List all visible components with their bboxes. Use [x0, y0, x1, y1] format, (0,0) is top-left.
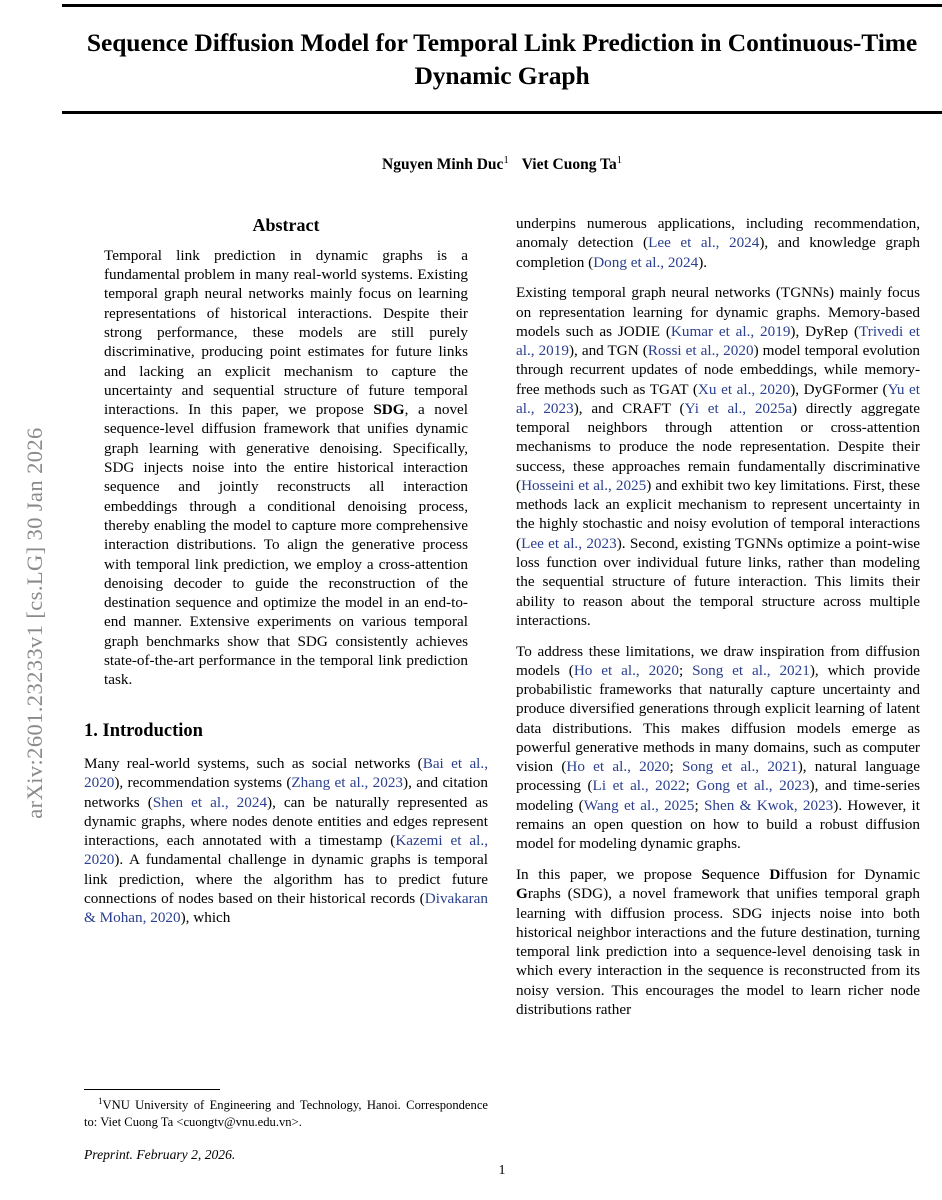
citation-shen-kwok-2023[interactable]: Shen & Kwok, 2023 — [703, 796, 834, 814]
author-name-1: Nguyen Minh Duc — [382, 156, 504, 174]
citation-song-2021-b[interactable]: Song et al., 2021 — [681, 758, 798, 776]
intro-p1-t3: ), and citation networks ( — [84, 774, 488, 811]
citation-dong-2024[interactable]: Dong et al., 2024 — [593, 253, 699, 271]
r-p2-t9: ). Second, existing TGNNs optimize a point-wise loss function over individual future links, rather than modeling the sequential structure of future interaction. This limits their ability to reason about the temporal structure across multiple interactions. — [516, 534, 920, 629]
preprint-notice: Preprint. February 2, 2026. — [84, 1146, 236, 1162]
abstract-body — [104, 246, 468, 690]
right-paragraph-1 — [516, 214, 920, 272]
r-p4-t3: iffusion for Dynamic — [780, 866, 920, 883]
r-p3-t3: ), natural language processing ( — [516, 758, 920, 795]
r-p2-t6: ), and CRAFT ( — [573, 399, 685, 417]
intro-p1-t6: ), which — [180, 909, 231, 927]
r-p4-t1: In this paper, we propose — [516, 866, 702, 883]
citation-rossi-2020[interactable]: Rossi et al., 2020 — [647, 342, 754, 360]
intro-paragraph-1 — [84, 754, 488, 927]
title-rule — [62, 111, 942, 114]
author-line — [62, 155, 942, 174]
abstract-heading: Abstract — [252, 215, 320, 235]
author-affil-1: 1 — [503, 155, 509, 166]
page-number: 1 — [498, 1163, 506, 1178]
r-p2-t5: ), DyGFormer ( — [790, 380, 888, 398]
citation-divakaran-mohan-2020[interactable]: Divakaran & Mohan, 2020 — [84, 889, 488, 927]
right-paragraph-2 — [516, 283, 920, 630]
citation-ho-2020-b[interactable]: Ho et al., 2020 — [566, 758, 670, 776]
top-rule — [62, 4, 942, 7]
right-paragraph-4 — [516, 865, 920, 1019]
r-p1-t2: ), and knowledge graph completion ( — [516, 234, 920, 271]
r-p3-t2: ), which provide probabilistic frameworks that naturally capture uncertainty and produce diversified generations through explicit learning of latent data distributions. This makes diffusion models emerge as powerful generative methods in many domains, such as computer vision ( — [516, 661, 920, 776]
r-p2-t1: Existing temporal graph neural networks (TGNNs) mainly focus on representation learning for dynamic graphs. Memory-based models such as JODIE ( — [516, 284, 920, 340]
citation-kumar-2019[interactable]: Kumar et al., 2019 — [670, 322, 791, 340]
citation-song-2021-a[interactable]: Song et al., 2021 — [692, 661, 810, 679]
arxiv-stamp: arXiv:2601.23233v1 [cs.LG] 30 Jan 2026 — [22, 427, 47, 819]
r-p2-t8: ) and exhibit two key limitations. First, these methods lack an explicit mechanism to represent uncertainty in the highly stochastic and noisy evolution of temporal interactions ( — [516, 476, 921, 552]
bold-letter-d: D — [769, 866, 781, 883]
citation-xu-2020[interactable]: Xu et al., 2020 — [697, 380, 791, 398]
bold-letter-g: G — [516, 885, 528, 903]
footnote-region — [84, 1089, 488, 1163]
r-p2-t3: ), and TGN ( — [568, 342, 648, 360]
footnote-text — [84, 1096, 488, 1130]
left-column — [84, 214, 488, 927]
paper-page — [62, 0, 942, 1200]
footnote-marker: 1 — [98, 1096, 103, 1107]
r-p3-sep3: ; — [685, 777, 697, 795]
citation-bai-2020[interactable]: Bai et al., 2020 — [84, 755, 488, 792]
intro-p1-t5: ). A fundamental challenge in dynamic graphs is temporal link prediction, where the algorithm has to predict future connections of nodes based on their historical records ( — [84, 851, 488, 907]
page-title: Sequence Diffusion Model for Temporal Link Prediction in Continuous-Time Dynamic Graph — [86, 28, 918, 91]
citation-ho-2020-a[interactable]: Ho et al., 2020 — [573, 661, 679, 679]
citation-shen-2024[interactable]: Shen et al., 2024 — [152, 793, 268, 811]
citation-wang-2025[interactable]: Wang et al., 2025 — [583, 796, 695, 814]
author-affil-2: 1 — [616, 155, 622, 166]
citation-yi-2025a[interactable]: Yi et al., 2025a — [684, 399, 792, 417]
abstract-bold-sdg: SDG — [373, 401, 405, 419]
r-p3-sep1: ; — [678, 661, 693, 679]
citation-zhang-2023[interactable]: Zhang et al., 2023 — [291, 774, 404, 792]
citation-li-2022[interactable]: Li et al., 2022 — [592, 777, 686, 795]
citation-lee-2023[interactable]: Lee et al., 2023 — [521, 534, 617, 552]
citation-trivedi-2019[interactable]: Trivedi et al., 2019 — [516, 322, 920, 360]
citation-lee-2024[interactable]: Lee et al., 2024 — [648, 234, 760, 252]
citation-hosseini-2025[interactable]: Hosseini et al., 2025 — [521, 476, 647, 494]
right-paragraph-3 — [516, 642, 920, 854]
bold-letter-s: S — [701, 866, 710, 883]
citation-gong-2023[interactable]: Gong et al., 2023 — [696, 777, 810, 795]
footnote-rule — [84, 1089, 220, 1090]
r-p3-t5: ). However, it remains an open question on how to build a robust diffusion model for modeling dynamic graphs. — [516, 796, 920, 853]
footnote-affiliation: VNU University of Engineering and Technology, Hanoi. Correspondence to: Viet Cuong Ta <cuongtv@vnu.edu.vn>. — [84, 1098, 488, 1129]
abstract-text-part2: , a novel sequence-level diffusion framework that unifies dynamic graph learning with generative denoising. Specifically, SDG injects noise into the entire historical interaction sequence and jointly reconstructs all interaction embeddings through a conditional denoising process, thereby enabling the model to capture more comprehensive interaction distributions. To align the generative process with temporal link prediction, we employ a cross-attention denoising decoder to guide the reconstruction of the destination sequence and optimize the model in an end-to-end manner. Extensive experiments on various temporal graph benchmarks show that SDG consistently achieves state-of-the-art performance in the temporal link prediction task. — [104, 401, 469, 689]
r-p2-t7: ) directly aggregate temporal neighbors through attention or cross-attention mechanisms to produce the node representation. Despite their success, these approaches remain fundamentally discriminative ( — [516, 399, 920, 494]
r-p2-t2: ), DyRep ( — [790, 322, 860, 340]
intro-p1-t1: Many real-world systems, such as social networks ( — [84, 755, 423, 773]
abstract-text-part1: Temporal link prediction in dynamic graphs is a fundamental problem in many real-world systems. Existing temporal graph neural networks mainly focus on learning representations of historical interactions. Despite their strong performance, these models are still purely discriminative, producing point estimates for future links and lacking an explicit mechanism to capture the uncertainty and sequential structure of future temporal interactions. In this paper, we propose — [104, 246, 468, 419]
intro-p1-t2: ), recommendation systems ( — [114, 774, 292, 792]
r-p2-t4: ) model temporal evolution through recurrent updates of node embeddings, while memory-free methods such as TGAT ( — [516, 342, 921, 398]
r-p4-t4: raphs (SDG), a novel framework that unifies temporal graph learning with diffusion process. SDG injects noise into both historical neighbor interactions and the future destination, turning temporal link prediction into a sequence-level denoising task in which every interaction in the sequence is reconstructed from its noisy version. This encourages the model to learn richer node distributions rather — [516, 885, 920, 1018]
r-p1-t3: ). — [698, 253, 708, 271]
r-p4-t2: equence — [709, 866, 770, 883]
author-name-2: Viet Cuong Ta — [521, 156, 617, 174]
citation-yu-2023[interactable]: Yu et al., 2023 — [516, 380, 921, 417]
r-p3-sep2: ; — [669, 758, 682, 776]
r-p1-t1: underpins numerous applications, including recommendation, anomaly detection ( — [516, 215, 920, 252]
intro-p1-t4: ), can be naturally represented as dynamic graphs, where nodes denote entities and edges represent interactions, each annotated with a timestamp ( — [84, 793, 488, 850]
r-p3-t1: To address these limitations, we draw inspiration from diffusion models ( — [516, 642, 920, 679]
section-heading-introduction: 1. Introduction — [84, 720, 203, 741]
r-p3-sep4: ; — [694, 796, 704, 814]
right-column — [516, 214, 920, 1019]
citation-kazemi-2020[interactable]: Kazemi et al., 2020 — [84, 832, 488, 869]
r-p3-t4: ), and time-series modeling ( — [516, 777, 920, 814]
